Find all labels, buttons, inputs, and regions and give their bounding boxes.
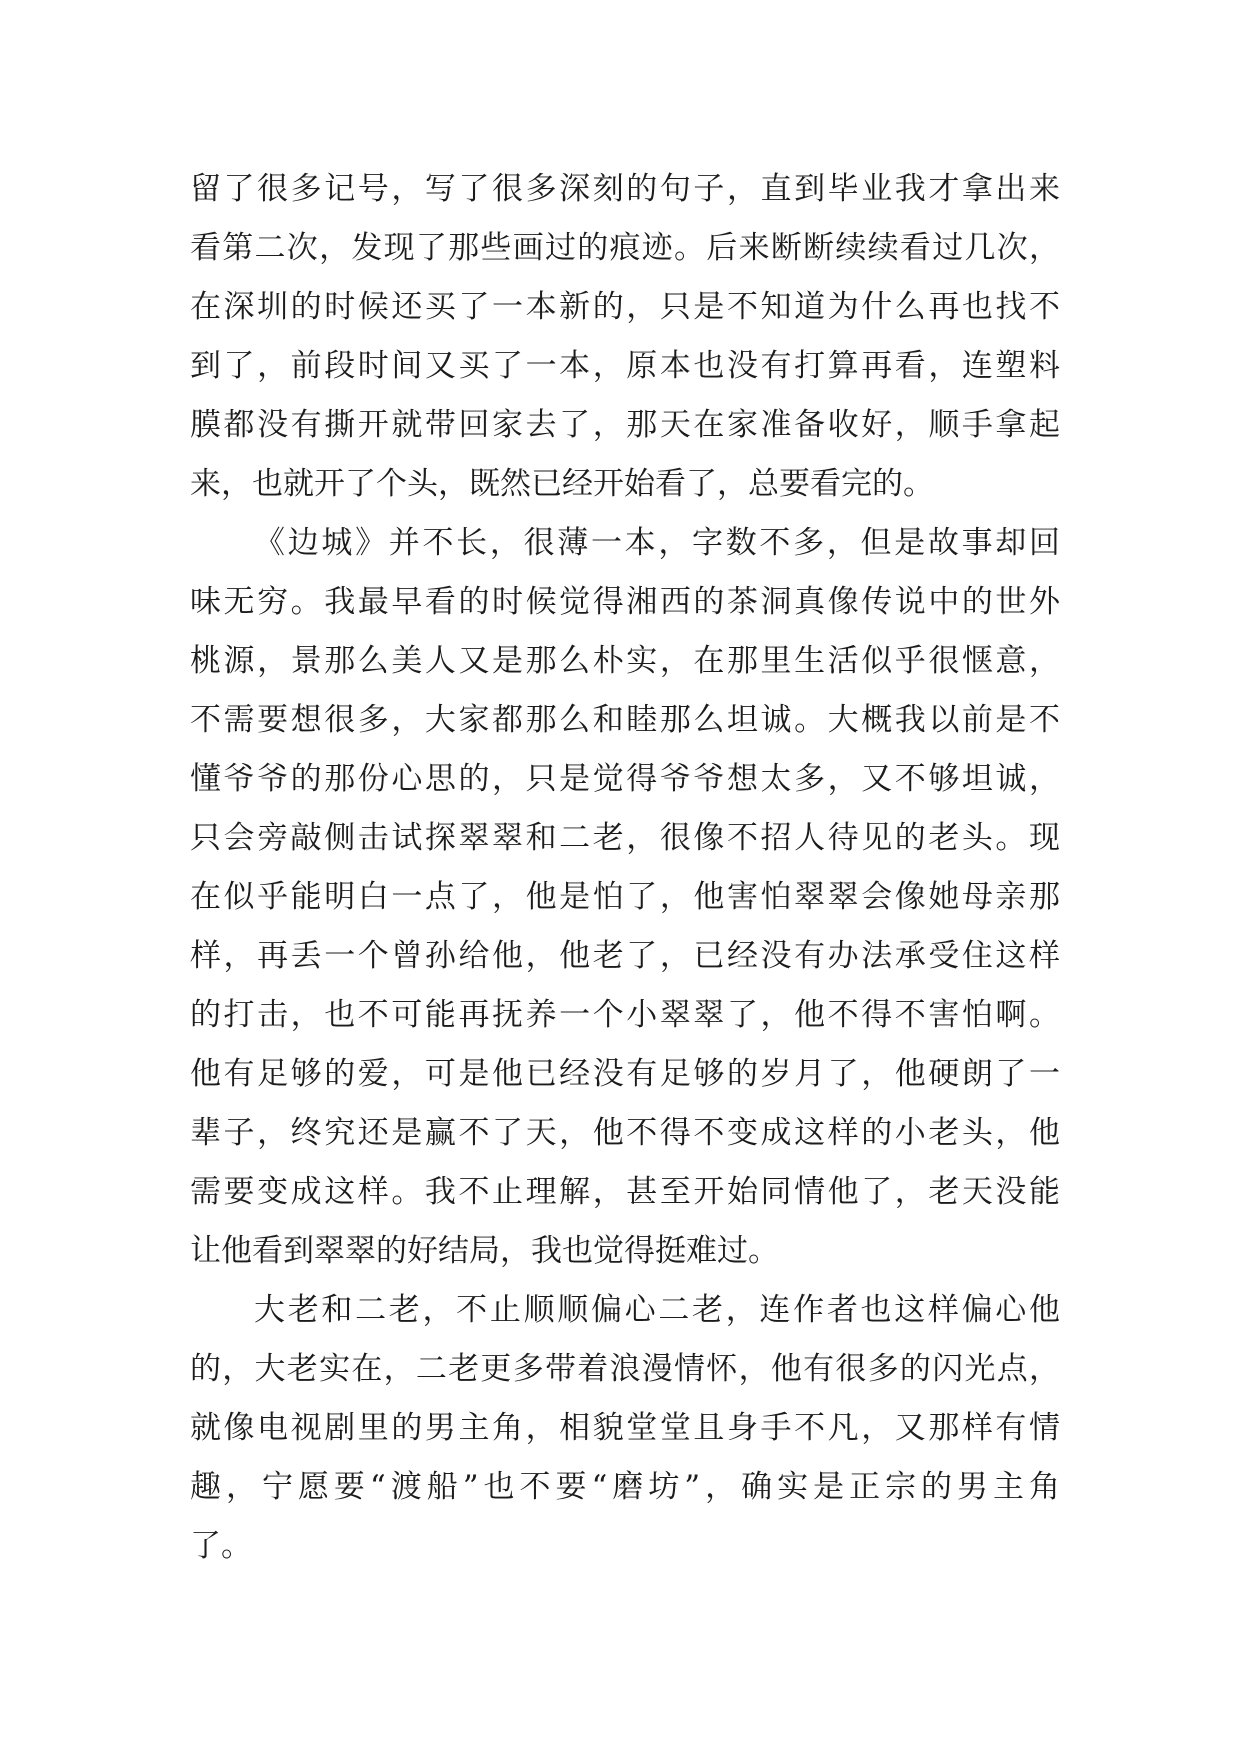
- text-line: 辈子，终究还是赢不了天，他不得不变成这样的小老头，他: [190, 1115, 1060, 1151]
- text-line: 膜都没有撕开就带回家去了，那天在家准备收好，顺手拿起: [190, 407, 1060, 443]
- text-line: 就像电视剧里的男主角，相貌堂堂且身手不凡，又那样有情: [190, 1410, 1060, 1446]
- text-line: 看第二次，发现了那些画过的痕迹。后来断断续续看过几次，: [190, 230, 1060, 266]
- text-line: 的打击，也不可能再抚养一个小翠翠了，他不得不害怕啊。: [190, 997, 1060, 1033]
- text-line: 在深圳的时候还买了一本新的，只是不知道为什么再也找不: [190, 289, 1060, 325]
- paragraph: [190, 514, 1060, 1281]
- text-line: 在似乎能明白一点了，他是怕了，他害怕翠翠会像她母亲那: [190, 879, 1060, 915]
- text-line: 的，大老实在，二老更多带着浪漫情怀，他有很多的闪光点，: [190, 1351, 1060, 1387]
- text-line: 味无穷。我最早看的时候觉得湘西的茶洞真像传说中的世外: [190, 584, 1060, 620]
- text-line: 让他看到翠翠的好结局，我也觉得挺难过。: [190, 1233, 779, 1269]
- text-line: 桃源，景那么美人又是那么朴实，在那里生活似乎很惬意，: [190, 643, 1060, 679]
- text-line: 需要变成这样。我不止理解，甚至开始同情他了，老天没能: [190, 1174, 1060, 1210]
- text-line: 《边城》并不长，很薄一本，字数不多，但是故事却回: [254, 525, 1060, 561]
- text-line: 留了很多记号，写了很多深刻的句子，直到毕业我才拿出来: [190, 171, 1060, 207]
- text-line: 懂爷爷的那份心思的，只是觉得爷爷想太多，又不够坦诚，: [190, 761, 1060, 797]
- text-line: 了。: [190, 1528, 252, 1564]
- paragraph: [190, 160, 1060, 514]
- body-text: [190, 160, 1060, 1576]
- text-line: 不需要想很多，大家都那么和睦那么坦诚。大概我以前是不: [190, 702, 1060, 738]
- text-line: 趣，宁愿要“渡船”也不要“磨坊”，确实是正宗的男主角: [190, 1469, 1060, 1505]
- text-line: 到了，前段时间又买了一本，原本也没有打算再看，连塑料: [190, 348, 1060, 384]
- text-line: 他有足够的爱，可是他已经没有足够的岁月了，他硬朗了一: [190, 1056, 1060, 1092]
- text-line: 样，再丢一个曾孙给他，他老了，已经没有办法承受住这样: [190, 938, 1060, 974]
- text-line: 来，也就开了个头，既然已经开始看了，总要看完的。: [190, 466, 934, 502]
- text-line: 大老和二老，不止顺顺偏心二老，连作者也这样偏心他: [254, 1292, 1060, 1328]
- paragraph: [190, 1281, 1060, 1576]
- text-line: 只会旁敲侧击试探翠翠和二老，很像不招人待见的老头。现: [190, 820, 1060, 856]
